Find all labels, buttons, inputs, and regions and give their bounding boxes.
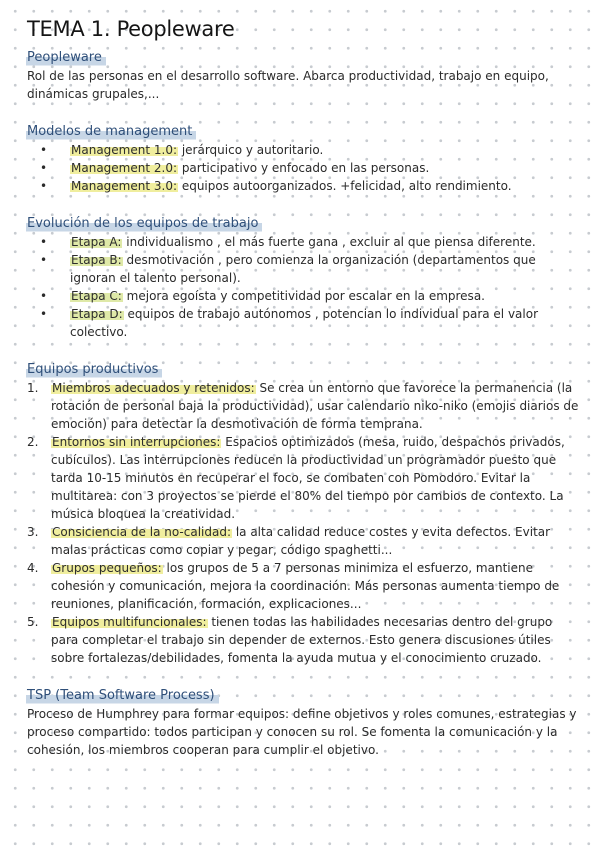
bullet-icon: • xyxy=(40,143,48,157)
list-text: equipos autoorganizados. +felicidad, alto rendimiento. xyxy=(178,179,512,193)
list-number: 2. xyxy=(27,435,39,449)
list-term: Etapa B: xyxy=(71,253,122,267)
section-productivos xyxy=(27,358,580,667)
list-text: individualismo , el más fuerte gana , excluir al que piensa diferente. xyxy=(122,235,536,249)
list-term: Management 2.0: xyxy=(71,161,177,175)
list-term: Equipos multifuncionales: xyxy=(52,615,207,629)
management-list xyxy=(27,141,580,195)
list-number: 5. xyxy=(27,615,39,629)
list-item xyxy=(27,379,580,433)
list-number: 4. xyxy=(27,561,39,575)
evolucion-list xyxy=(27,233,580,341)
list-item xyxy=(27,305,580,341)
section-heading-peopleware: Peopleware xyxy=(26,49,106,67)
list-text: tienen todas las habilidades necesarias dentro del grupo para completar el trabajo sin depender de externos. Esto genera discusiones útiles sobre fortalezas/debilidades, fomenta la ayuda mutua y el conocimiento cruzado. xyxy=(51,615,553,665)
section-heading-tsp: TSP (Team Software Process) xyxy=(26,687,219,705)
page-title: TEMA 1. Peopleware xyxy=(27,17,235,41)
bullet-icon: • xyxy=(40,289,48,303)
list-item xyxy=(27,523,580,559)
tsp-text: Proceso de Humphrey para formar equipos: define objetivos y roles comunes, estrategias y proceso compartido: todos participan y conocen su rol. Se fomenta la comunicación y la cohesión, los miembros cooperan para cumplir el objetivo. xyxy=(27,707,577,757)
list-item xyxy=(27,141,580,159)
list-term: Entornos sin interrupciones: xyxy=(52,435,221,449)
list-text: desmotivación , pero comienza la organización (departamentos que ignoran el talento personal). xyxy=(70,253,536,285)
section-peopleware xyxy=(27,46,580,103)
list-item xyxy=(27,287,580,305)
list-term: Consiciencia de la no-calidad: xyxy=(52,525,231,539)
bullet-icon: • xyxy=(40,253,48,267)
bullet-icon: • xyxy=(40,307,48,321)
list-number: 3. xyxy=(27,525,39,539)
list-item xyxy=(27,613,580,667)
list-item xyxy=(27,177,580,195)
list-text: Se crea un entorno que favorece la permanencia (la rotación de personal baja la productividad), usar calendario niko-niko (emojis diarios de emoción) para detectar la desmotivación de forma temprana. xyxy=(51,381,579,431)
section-heading-evolucion: Evolución de los equipos de trabajo xyxy=(26,215,262,233)
section-evolucion xyxy=(27,212,580,341)
bullet-icon: • xyxy=(40,235,48,249)
list-term: Miembros adecuados y retenidos: xyxy=(52,381,255,395)
list-text: equipos de trabajo autónomos , potencian lo individual para el valor colectivo. xyxy=(70,307,539,339)
list-term: Management 3.0: xyxy=(71,179,177,193)
list-term: Etapa C: xyxy=(71,289,122,303)
section-tsp xyxy=(27,684,580,759)
list-number: 1. xyxy=(27,381,39,395)
list-item xyxy=(27,559,580,613)
list-text: Espacios optimizados (mesa, ruido, despachos privados, cubículos). Las interrupciones reducen la productividad un programador puesto que tarda 10-15 minutos en recuperar el foco, se combaten con Pomodoro. Evitar la multitarea: con 3 proyectos se pierde el 80% del tiempo por cambios de contexto. La música bloquea la creatividad. xyxy=(51,435,565,521)
peopleware-text: Rol de las personas en el desarrollo software. Abarca productividad, trabajo en equipo, dinámicas grupales,... xyxy=(27,69,549,101)
list-item xyxy=(27,433,580,523)
section-heading-productivos: Equipos productivos xyxy=(26,361,162,379)
list-term: Management 1.0: xyxy=(71,143,177,157)
list-text: mejora egoísta y competitividad por escalar en la empresa. xyxy=(122,289,485,303)
list-item xyxy=(27,233,580,251)
list-item xyxy=(27,251,580,287)
list-text: jerárquico y autoritario. xyxy=(178,143,324,157)
bullet-icon: • xyxy=(40,161,48,175)
list-text: participativo y enfocado en las personas. xyxy=(178,161,430,175)
list-term: Grupos pequeños: xyxy=(52,561,162,575)
bullet-icon: • xyxy=(40,179,48,193)
list-term: Etapa D: xyxy=(71,307,123,321)
section-heading-management: Modelos de management xyxy=(26,123,196,141)
list-text: los grupos de 5 a 7 personas minimiza el esfuerzo, mantiene cohesión y comunicación, mejora la coordinación. Más personas aumenta tiempo de reuniones, planificación, formación, explicaciones... xyxy=(51,561,560,611)
section-management xyxy=(27,120,580,195)
list-term: Etapa A: xyxy=(71,235,122,249)
productivos-list xyxy=(27,379,580,667)
list-text: la alta calidad reduce costes y evita defectos. Evitar malas prácticas como copiar y pegar, código spaghetti... xyxy=(51,525,551,557)
list-item xyxy=(27,159,580,177)
